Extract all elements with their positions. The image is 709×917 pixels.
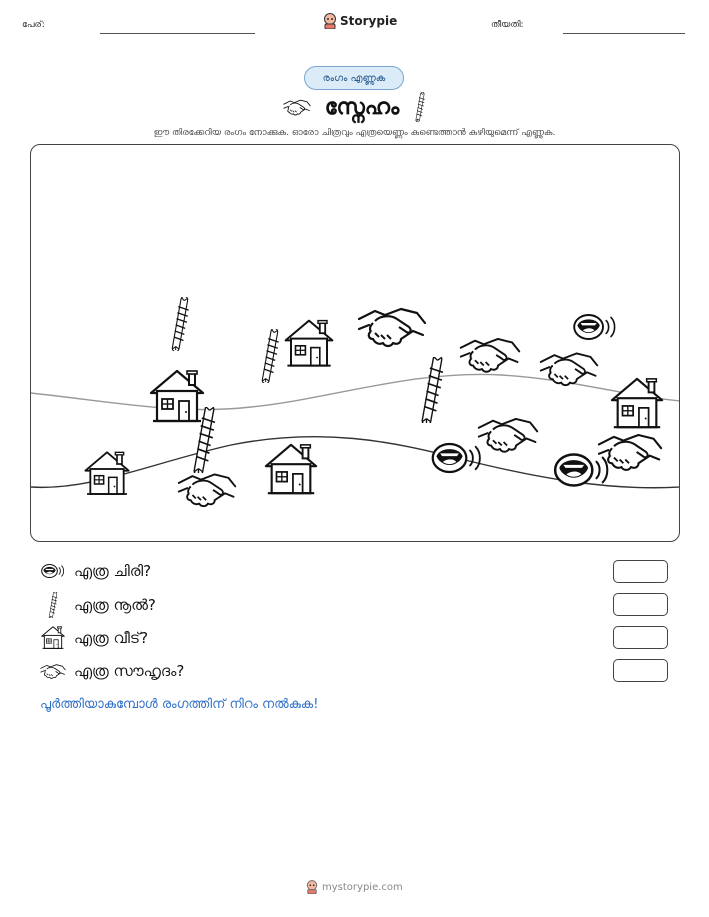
rope-icon	[413, 92, 427, 122]
answer-box-ropes[interactable]	[613, 593, 668, 616]
scene-laughing-mouth	[574, 315, 614, 339]
scene-house	[151, 371, 203, 421]
scene-handshake	[461, 339, 519, 372]
house-icon	[40, 625, 66, 651]
handshake-icon	[40, 661, 66, 681]
name-field[interactable]	[100, 33, 255, 34]
question-row-houses	[40, 625, 148, 651]
scene-rope	[422, 357, 443, 423]
laughing-mouth-icon	[40, 561, 66, 581]
scene-illustration	[31, 145, 680, 542]
answer-box-houses[interactable]	[613, 626, 668, 649]
instructions: ഈ തിരക്കേറിയ രംഗം നോക്കുക. ഓരോ ചിത്രവും എത്രയെണ്ണം കണ്ടെത്താൻ കഴിയുമെന്ന് എണ്ണുക.	[153, 128, 556, 138]
scene-handshake	[599, 435, 661, 470]
scene-handshake	[179, 474, 236, 506]
title-row	[250, 90, 460, 124]
scene-house	[612, 379, 662, 427]
footer-url: mystorypie.com	[322, 881, 403, 893]
scene-rope	[172, 298, 188, 350]
scene-house	[85, 452, 128, 494]
answer-box-handshakes[interactable]	[613, 659, 668, 682]
name-label: പേര്:	[22, 20, 45, 30]
question-text: എത്ര നൂൽ?	[74, 596, 156, 614]
footer	[306, 880, 403, 894]
date-field[interactable]	[563, 33, 685, 34]
question-row-handshakes	[40, 658, 184, 684]
scene-house	[266, 445, 316, 493]
counting-scene	[30, 144, 680, 542]
date-label: തീയതി:	[491, 20, 524, 30]
question-text: എത്ര സൗഹൃദം?	[74, 662, 185, 680]
question-text: എത്ര ചിരി?	[74, 562, 152, 580]
scene-laughing-mouth	[555, 455, 607, 486]
scene-handshake	[359, 309, 425, 346]
rope-icon	[40, 592, 66, 618]
finish-instruction: പൂർത്തിയാകുമ്പോൾ രംഗത്തിന് നിറം നൽകുക!	[40, 697, 319, 712]
question-row-laughs	[40, 558, 151, 584]
handshake-icon	[283, 96, 311, 118]
question-text: എത്ര വീട്?	[74, 629, 149, 647]
brand-name: Storypie	[340, 14, 398, 28]
activity-badge: രംഗം എണ്ണുക	[304, 66, 404, 90]
page-title: സ്നേഹം	[324, 94, 400, 120]
question-row-ropes	[40, 592, 156, 618]
scene-rope	[262, 330, 278, 382]
scene-laughing-mouth	[433, 444, 480, 472]
scene-handshake	[479, 419, 537, 452]
brand-logo	[323, 13, 397, 29]
scene-house	[286, 321, 333, 366]
storypie-mascot-icon	[306, 880, 318, 894]
storypie-mascot-icon	[323, 13, 337, 29]
answer-box-laughs[interactable]	[613, 560, 668, 583]
